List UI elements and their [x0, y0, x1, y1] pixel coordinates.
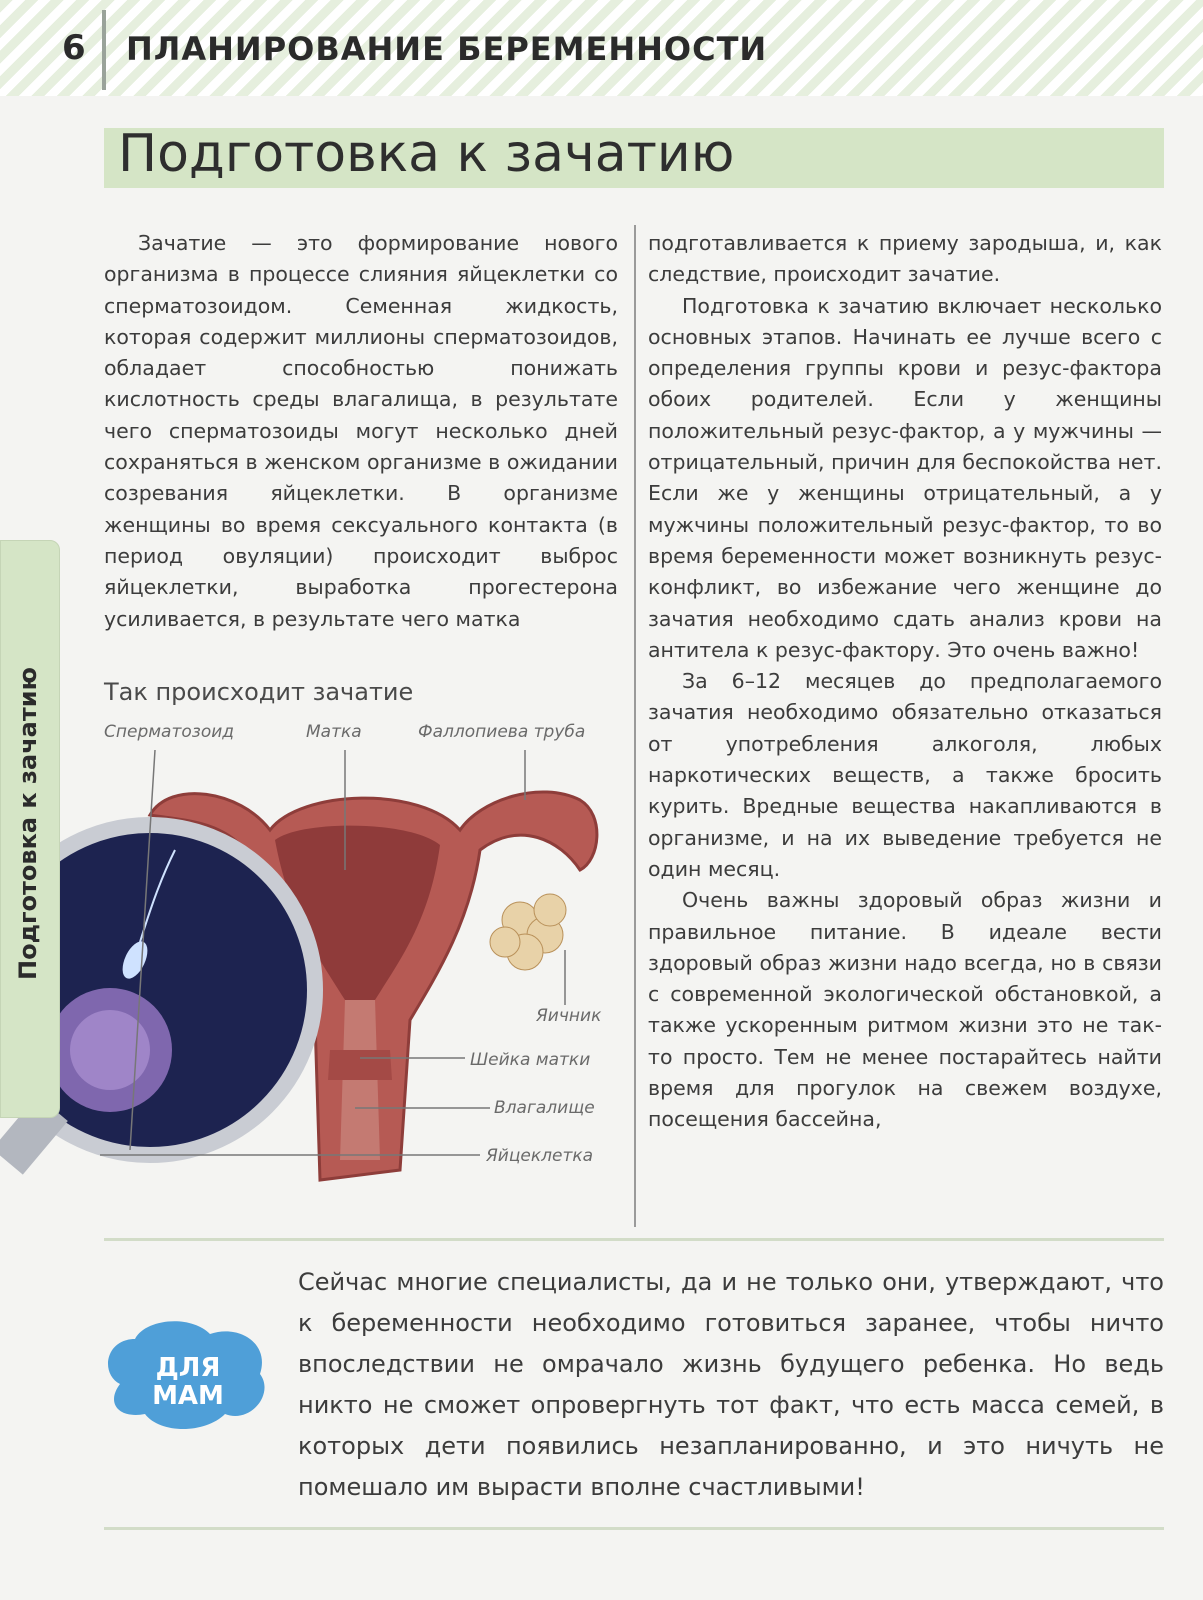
- section-title: ПЛАНИРОВАНИЕ БЕРЕМЕННОСТИ: [126, 30, 768, 68]
- left-paragraph: Зачатие — это формирование нового организма в процессе слияния яйцеклетки со сперматозоидом. Семенная жидкость, которая содержит миллионы сперматозоидов, обладает способностью понижать кислотность среды влагалища, в результате чего сперматозоиды могут несколько дней сохраняться в женском организме в ожидании созревания яйцеклетки. В организме женщины во время сексуального контакта (в период овуляции) происходит выброс яйцеклетки, выработка прогестерона усиливается, в результате чего матка: [104, 231, 618, 631]
- figure-title: Так происходит зачатие: [104, 678, 414, 706]
- label-vagina: Влагалище: [494, 1098, 595, 1118]
- logo-line1: ДЛЯ: [155, 1353, 221, 1383]
- page-number: 6: [62, 28, 86, 68]
- ovary-shape: [490, 894, 566, 970]
- label-egg: Яйцеклетка: [486, 1146, 594, 1166]
- right-paragraph: Подготовка к зачатию включает несколько основных этапов. Начинать ее лучше всего с определения группы крови и резус-фактора обоих родителей. Если у женщины положительный резус-фактор, а у мужчины — отрицательный, причин для беспокойства нет. Если же у женщины отрицательный, а у мужчины положительный резус-фактор, то во время беременности может возникнуть резус-конфликт, во избежание чего женщине до зачатия необходимо сдать анализ крови на антитела к резус-фактору. Это очень важно!: [648, 293, 1162, 662]
- label-uterus: Матка: [306, 722, 362, 742]
- label-cervix: Шейка матки: [470, 1050, 591, 1070]
- left-column: [104, 228, 618, 635]
- logo-line2: МАМ: [152, 1381, 224, 1411]
- note-text: Сейчас многие специалисты, да и не только они, утверждают, что к беременности необходимо готовиться заранее, чтобы ничто впоследствии не омрачало жизнь будущего ребенка. Но ведь никто не сможет опровергнуть тот факт, что есть масса семей, в которых дети появились незапланированно, и это ничуть не помешало им вырасти вполне счастливыми!: [298, 1268, 1164, 1501]
- label-fallopian-tube: Фаллопиева труба: [418, 722, 586, 742]
- column-divider: [634, 225, 636, 1227]
- note-rule-bottom: [104, 1527, 1164, 1530]
- header-divider: [102, 10, 106, 90]
- side-tab-label: Подготовка к зачатию: [14, 667, 42, 980]
- right-paragraph: За 6–12 месяцев до предполагаемого зачатия необходимо обязательно отказаться от употребления алкоголя, любых наркотических веществ, а также бросить курить. Вредные вещества накапливаются в организме, и на их выведение требуется не один месяц.: [648, 669, 1162, 881]
- right-continuation: подготавливается к приему зародыша, и, как следствие, происходит зачатие.: [648, 231, 1162, 287]
- right-column: [648, 228, 1162, 1136]
- label-sperm: Сперматозоид: [104, 722, 235, 742]
- note-rule-top: [104, 1238, 1164, 1241]
- page-title: Подготовка к зачатию: [118, 124, 735, 184]
- right-paragraph: Очень важны здоровый образ жизни и правильное питание. В идеале вести здоровый образ жизни надо всегда, но в связи с современной экологической обстановкой, а также ускоренным ритмом жизни это не так-то просто. Тем не менее постарайтесь найти время для прогулок на свежем воздухе, посещения бассейна,: [648, 888, 1162, 1132]
- label-ovary: Яичник: [536, 1006, 602, 1026]
- dlya-mam-logo: [100, 1314, 275, 1436]
